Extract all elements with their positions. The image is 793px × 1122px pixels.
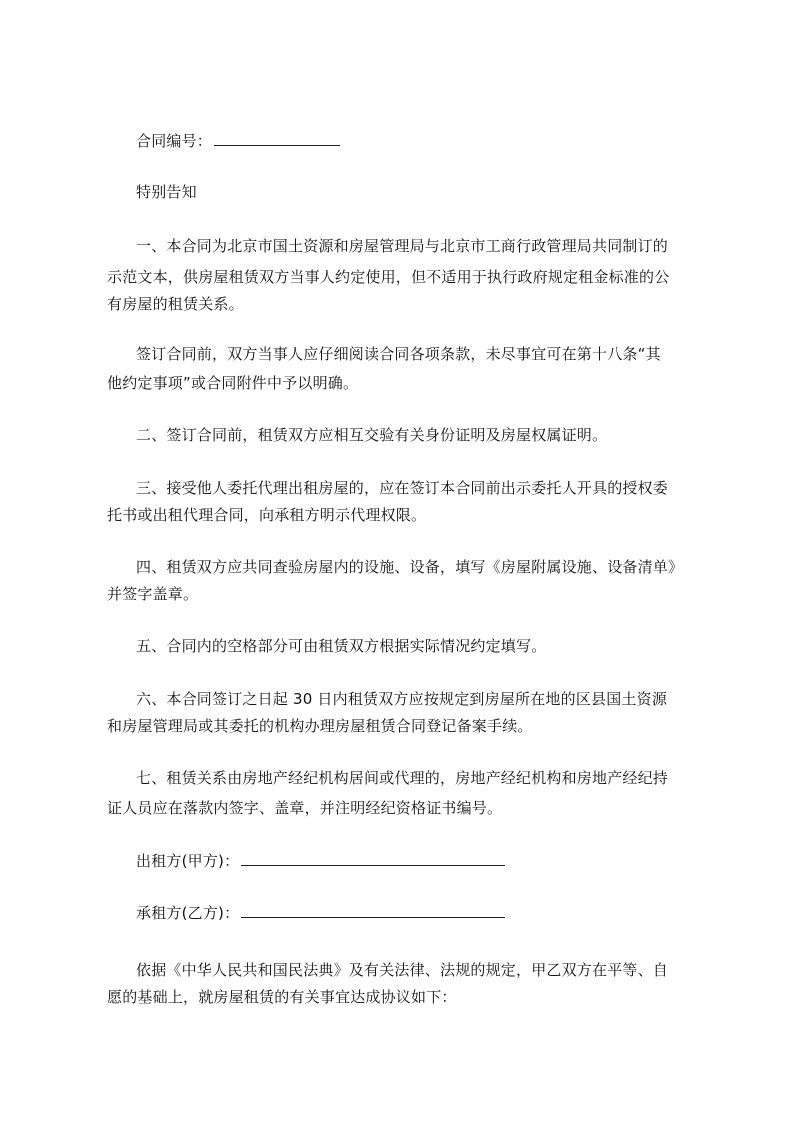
lessee-signature-blank[interactable] [241, 902, 505, 918]
clause-4-line-2: 并签字盖章。 [107, 585, 199, 603]
lessor-signature-blank[interactable] [241, 850, 505, 866]
lessor-label: 出租方(甲方)： [136, 852, 240, 870]
contract-number-row [136, 130, 340, 152]
clause-5-line-1: 五、合同内的空格部分可由租赁双方根据实际情况约定填写。 [136, 637, 547, 655]
clause-6-line-2: 和房屋管理局或其委托的机构办理房屋租赁合同登记备案手续。 [107, 717, 533, 735]
clause-4-line-1: 四、租赁双方应共同查验房屋内的设施、设备，填写《房屋附属设施、设备清单》 [136, 558, 684, 576]
notice-heading: 特别告知 [136, 183, 197, 201]
agreement-line-1: 依据《中华人民共和国民法典》及有关法律、法规的规定，甲乙双方在平等、自 [136, 961, 669, 979]
agreement-line-2: 愿的基础上，就房屋租赁的有关事宜达成协议如下： [107, 988, 457, 1006]
clause-7-line-2: 证人员应在落款内签字、盖章，并注明经纪资格证书编号。 [107, 799, 503, 817]
clause-2-line-1: 二、签订合同前，租赁双方应相互交验有关身份证明及房屋权属证明。 [136, 426, 608, 444]
clause-6-line-1: 六、本合同签订之日起 30 日内租赁双方应按规定到房屋所在地的区县国土资源 [136, 690, 668, 708]
contract-number-label: 合同编号： [136, 132, 213, 150]
lessor-row [136, 850, 505, 872]
lessee-label: 承租方(乙方)： [136, 904, 240, 922]
clause-1-line-1: 一、本合同为北京市国土资源和房屋管理局与北京市工商行政管理局共同制订的 [136, 237, 669, 255]
clause-1-line-2: 示范文本，供房屋租赁双方当事人约定使用，但不适用于执行政府规定租金标准的公 [107, 268, 670, 286]
clause-3-line-1: 三、接受他人委托代理出租房屋的，应在签订本合同前出示委托人开具的授权委 [136, 479, 669, 497]
clause-1-line-3: 有房屋的租赁关系。 [107, 295, 244, 313]
lessee-row [136, 902, 505, 924]
clause-1b-line-1: 签订合同前，双方当事人应仔细阅读合同各项条款，未尽事宜可在第十八条“其 [136, 345, 661, 363]
contract-number-blank[interactable] [214, 130, 340, 146]
clause-7-line-1: 七、租赁关系由房地产经纪机构居间或代理的，房地产经纪机构和房地产经纪持 [136, 769, 669, 787]
clause-3-line-2: 托书或出租代理合同，向承租方明示代理权限。 [107, 506, 427, 524]
clause-1b-line-2: 他约定事项”或合同附件中予以明确。 [107, 374, 359, 392]
